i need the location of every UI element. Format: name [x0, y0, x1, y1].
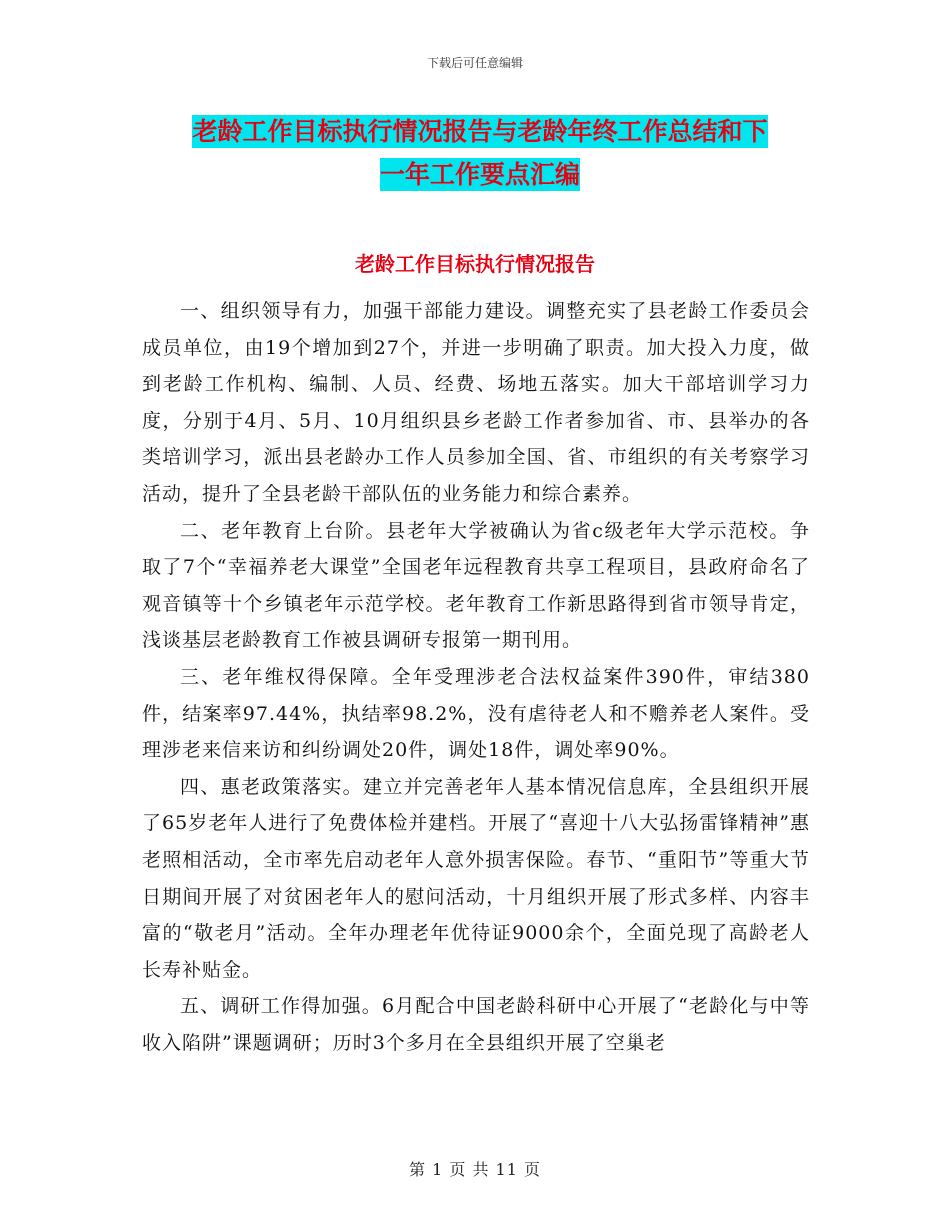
paragraph-1: 一、组织领导有力，加强干部能力建设。调整充实了县老龄工作委员会成员单位，由19个增加到27个，并进一步明确了职责。加大投入力度，做到老龄工作机构、编制、人员、经费、场地五落实。加大干部培训学习力度，分别于4月、5月、10月组织县乡老龄工作者参加省、市、县举办的各类培训学习，派出县老龄办工作人员参加全国、省、市组织的有关考察学习活动，提升了全县老龄干部队伍的业务能力和综合素养。: [142, 300, 810, 505]
paragraph-3: 三、老年维权得保障。全年受理涉老合法权益案件390件，审结380件，结案率97.44%，执结率98.2%，没有虐待老人和不赡养老人案件。受理涉老来信来访和纠纷调处20件，调处18件，调处率90%。: [142, 665, 810, 762]
title-line-2: 一年工作要点汇编: [379, 160, 580, 189]
title-line-1: 老龄工作目标执行情况报告与老龄年终工作总结和下: [192, 117, 768, 146]
document-title: [140, 110, 820, 196]
document-body: [142, 293, 810, 1061]
paragraph-2: 二、老年教育上台阶。县老年大学被确认为省c级老年大学示范校。争取了7个“幸福养老大课堂”全国老年远程教育共享工程项目，县政府命名了观音镇等十个乡镇老年示范学校。老年教育工作新思路得到省市领导肯定，浅谈基层老龄教育工作被县调研专报第一期刊用。: [142, 519, 810, 652]
paragraph-5: 五、调研工作得加强。6月配合中国老龄科研中心开展了“老龄化与中等收入陷阱”课题调研；历时3个多月在全县组织开展了空巢老: [142, 995, 810, 1054]
section-title: 老龄工作目标执行情况报告: [355, 252, 595, 276]
header-note: 下载后可任意编辑: [426, 56, 523, 70]
paragraph-4: 四、惠老政策落实。建立并完善老年人基本情况信息库，全县组织开展了65岁老年人进行了免费体检并建档。开展了“喜迎十八大弘扬雷锋精神”惠老照相活动，全市率先启动老年人意外损害保险。春节、“重阳节”等重大节日期间开展了对贫困老年人的慰问活动，十月组织开展了形式多样、内容丰富的“敬老月”活动。全年办理老年优待证9000余个，全面兑现了高龄老人长寿补贴金。: [142, 775, 810, 981]
page-footer: 第 1 页 共 11 页: [409, 1160, 541, 1179]
